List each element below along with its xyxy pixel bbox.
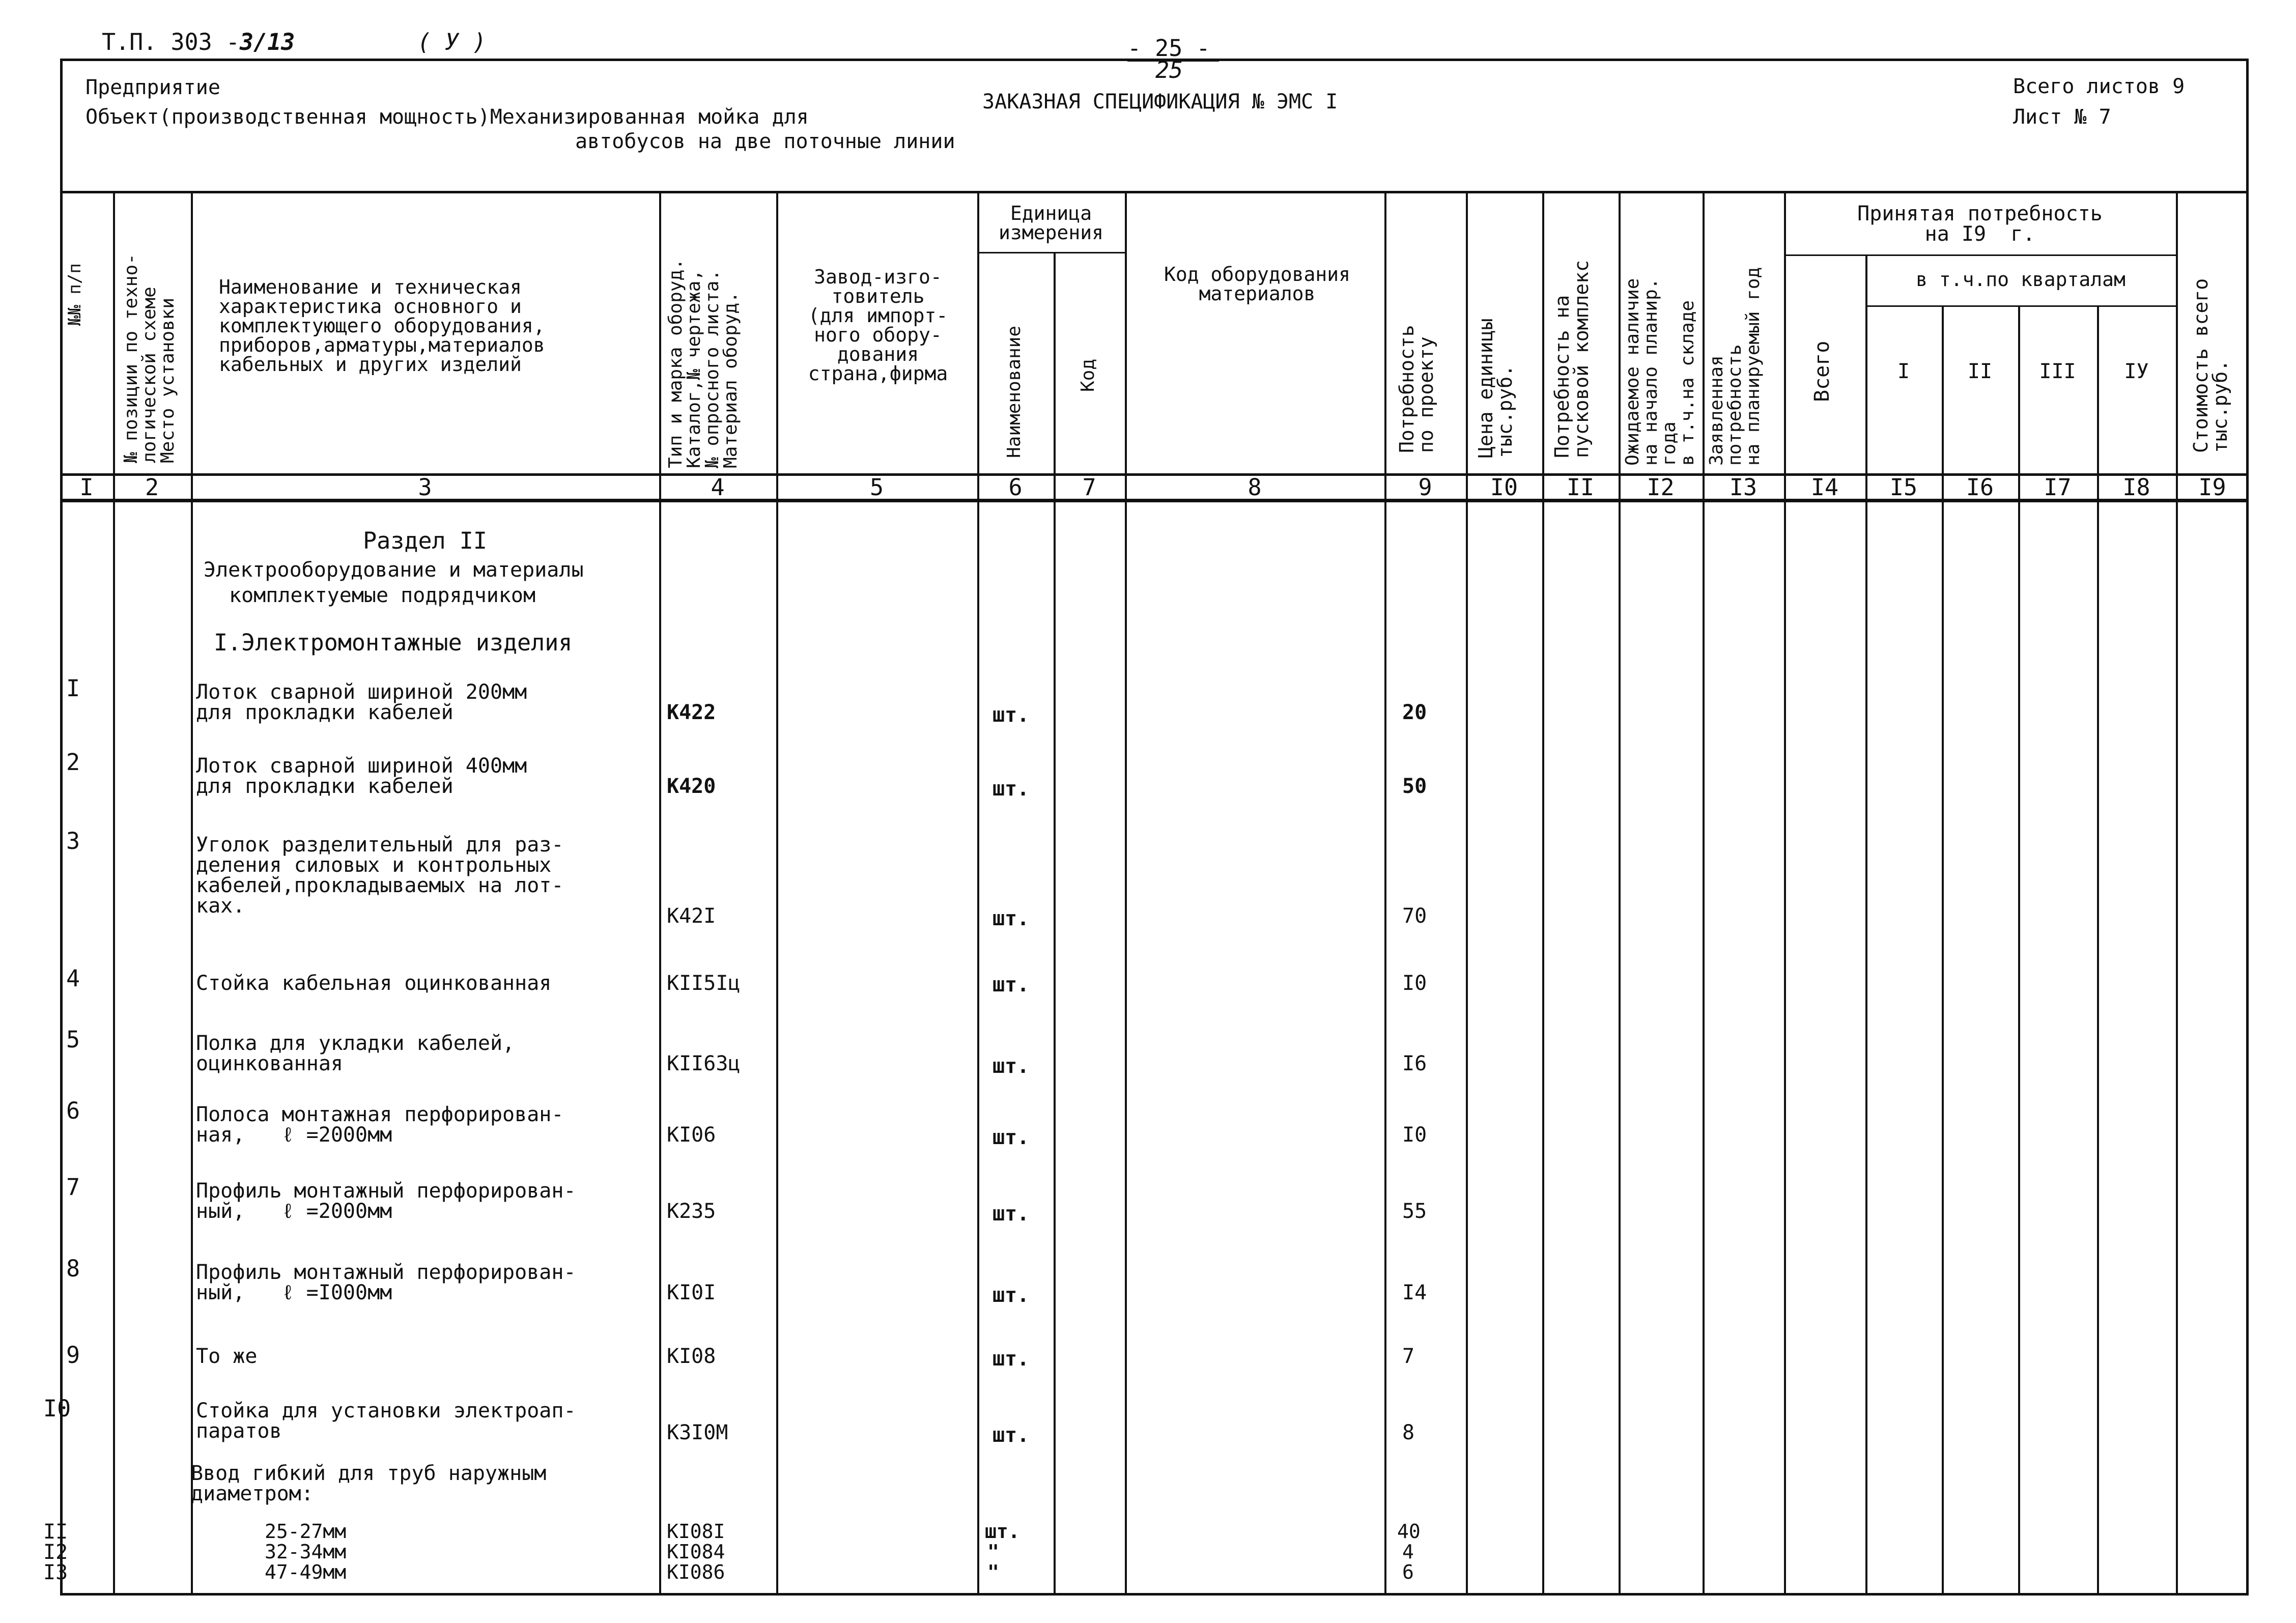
col-line-2 — [191, 191, 193, 1596]
row-item-qty: 40 — [1397, 1520, 1421, 1543]
row-item-name: Лоток сварной шириной 200мм для прокладки кабелей — [196, 680, 527, 724]
row-number: 4 — [66, 965, 80, 992]
col-line-7 — [1125, 191, 1127, 1596]
col-number: I5 — [1889, 474, 1918, 501]
col-line-1 — [113, 191, 115, 1596]
row-item-unit: шт. — [993, 907, 1030, 930]
col-header-10: Цена единицы тыс.руб. — [1475, 318, 1516, 458]
col-line-8 — [1384, 191, 1386, 1596]
page-number: - 25 - — [1127, 35, 1210, 62]
row-item-type: К422 — [667, 701, 716, 724]
header-top-rule — [60, 191, 2249, 193]
row-item-unit: шт. — [993, 973, 1030, 996]
row-item-qty: 50 — [1402, 775, 1427, 798]
col-line-5 — [977, 191, 979, 1596]
row-item-name: Профиль монтажный перфорирован- ный, ℓ =I000мм — [196, 1261, 576, 1304]
section-subtitle: Электрооборудование и материалы — [204, 558, 584, 582]
row-item-name: Полоса монтажная перфорирован- ная, ℓ =2000мм — [196, 1103, 564, 1147]
row-item-qty: 8 — [1402, 1421, 1415, 1444]
col-header-11: Потребность на пусковой комплекс — [1551, 260, 1593, 458]
accepted-group-rule — [1784, 254, 2176, 256]
object-label: Объект(производственная мощность)Механизированная мойка для — [86, 105, 809, 129]
row-number: II — [43, 1520, 68, 1544]
doc-code-printed: Т.П. 303 - — [102, 29, 240, 55]
doc-code-handwritten: 3/13 — [239, 29, 295, 55]
row-item-type: КI06 — [667, 1123, 716, 1147]
row-item-unit: шт. — [993, 1347, 1030, 1371]
col-header-3: Наименование и техническая характеристика основного и комплектующего оборудования, приборов,арматуры,материалов кабельных и других изделий — [219, 276, 545, 376]
col-number: I4 — [1810, 474, 1839, 501]
section-title: Раздел II — [363, 527, 487, 554]
row-item-type: К3I0М — [667, 1421, 728, 1444]
col-number: 3 — [418, 474, 432, 501]
row-item-qty: 70 — [1402, 904, 1427, 928]
col-line-15 — [1942, 305, 1944, 1596]
doc-code — [102, 31, 295, 53]
row-item-qty: 6 — [1402, 1561, 1414, 1583]
col-line-16 — [2018, 305, 2020, 1596]
row-item-name: Полка для укладки кабелей, оцинкованная — [196, 1032, 515, 1075]
section-subtitle-2: комплектуемые подрядчиком — [229, 584, 536, 607]
col-header-quarters-group: в т.ч.по кварталам — [1916, 268, 2125, 291]
enterprise-label: Предприятие — [86, 76, 220, 99]
row-item-type: К42I — [667, 904, 716, 928]
row-item-size: 47-49мм — [265, 1561, 347, 1583]
row-item-type: КI08 — [667, 1345, 716, 1368]
row-item-unit: шт. — [993, 1202, 1030, 1226]
col-header-2: № позиции по техно- логической схеме Место установки — [121, 253, 178, 463]
col-line-3 — [659, 191, 661, 1596]
row-item-type: КI0I — [667, 1281, 716, 1304]
col-line-14 — [1865, 254, 1867, 1596]
col-line-4 — [776, 191, 778, 1596]
sheet-number: Лист № 7 — [2013, 105, 2111, 129]
row-item-unit: шт. — [993, 703, 1030, 727]
row-item-name: Лоток сварной шириной 400мм для прокладки кабелей — [196, 754, 527, 798]
col-header-5: Завод-изго- товитель (для импорт- ного обору- дования страна,фирма — [808, 266, 948, 385]
col-number: I0 — [1490, 474, 1518, 501]
col-number: I6 — [1966, 474, 1994, 501]
col-line-9 — [1466, 191, 1468, 1596]
col-header-q4: IУ — [2124, 360, 2149, 383]
col-line-17 — [2097, 305, 2099, 1596]
row-item-qty: I4 — [1402, 1281, 1427, 1304]
row-item-qty: 20 — [1402, 701, 1427, 724]
row-item-qty: 7 — [1402, 1345, 1415, 1368]
row-number: 8 — [66, 1255, 80, 1282]
row-item-type: КII63ц — [667, 1052, 741, 1075]
col-header-unit-group: Единица измерения — [999, 202, 1103, 244]
row-number: 9 — [66, 1342, 80, 1369]
col-number: II — [1566, 474, 1595, 501]
row-item-name: То же — [196, 1345, 258, 1368]
col-header-q1: I — [1897, 360, 1910, 383]
row-item-unit: " — [987, 1541, 999, 1563]
row-number: I2 — [43, 1541, 68, 1564]
col-line-13 — [1784, 191, 1786, 1596]
col-header-accepted-group: Принятая потребность на I9 г. — [1857, 202, 2103, 246]
row-item-unit: шт. — [985, 1520, 1020, 1543]
col-header-6: Наименование — [1004, 325, 1025, 458]
numbers-bottom-rule — [60, 499, 2249, 502]
col-number: 7 — [1082, 474, 1096, 501]
row-item-type: К235 — [667, 1200, 716, 1223]
col-header-9: Потребность по проекту — [1396, 325, 1437, 453]
col-number: I9 — [2198, 474, 2226, 501]
spec-title: ЗАКАЗНАЯ СПЕЦИФИКАЦИЯ № ЭМС I — [982, 90, 1338, 113]
unit-group-rule — [977, 252, 1125, 253]
col-line-6 — [1054, 252, 1056, 1596]
col-number: 6 — [1008, 474, 1023, 501]
row-number: 5 — [66, 1026, 80, 1053]
col-header-q3: III — [2039, 360, 2076, 383]
col-number: 9 — [1418, 474, 1432, 501]
group-title: I.Электромонтажные изделия — [214, 629, 573, 656]
row-item-unit: шт. — [993, 1126, 1030, 1149]
col-header-8: Код оборудования материалов — [1164, 263, 1351, 305]
col-header-4: Тип и марка оборуд. Каталог,№ чертежа, № опросного листа. Материал оборуд. — [665, 259, 741, 468]
col-header-7: Код — [1078, 358, 1098, 392]
row-number: I — [66, 675, 80, 702]
col-number: I — [79, 474, 94, 501]
row-item-qty: I0 — [1402, 972, 1427, 995]
row-item-name: Стойка для установки электроап- паратов — [196, 1399, 576, 1443]
row-item-size: 32-34мм — [265, 1541, 347, 1563]
col-header-14: Всего — [1810, 340, 1834, 402]
row-item-unit: " — [987, 1561, 999, 1583]
row-item-unit: шт. — [993, 777, 1030, 801]
col-line-12 — [1703, 191, 1705, 1596]
doc-mark: ( У ) — [417, 29, 487, 55]
row-item-type: КI086 — [667, 1561, 725, 1583]
object-label-line2: автобусов на две поточные линии — [575, 130, 955, 153]
row-item-type: К420 — [667, 775, 716, 798]
col-number: I8 — [2122, 474, 2150, 501]
row-number: 6 — [66, 1097, 80, 1124]
col-number: I7 — [2044, 474, 2072, 501]
col-number: 2 — [145, 474, 159, 501]
col-line-18 — [2176, 191, 2178, 1596]
quarters-group-rule — [1865, 305, 2176, 307]
row-item-name: Профиль монтажный перфорирован- ный, ℓ =2000мм — [196, 1179, 576, 1223]
row-item-unit: шт. — [993, 1284, 1030, 1307]
row-item-name: Стойка кабельная оцинкованная — [196, 972, 552, 995]
col-number: I2 — [1647, 474, 1675, 501]
col-line-11 — [1619, 191, 1621, 1596]
col-header-12: Ожидаемое наличие на начало планир. года в т.ч.на складе — [1622, 278, 1698, 466]
row-item-unit: шт. — [993, 1055, 1030, 1078]
row-item-qty: I6 — [1402, 1052, 1427, 1075]
row-item-type: КI084 — [667, 1541, 725, 1563]
col-header-19: Стоимость всего тыс.руб. — [2190, 278, 2231, 453]
col-number: 8 — [1248, 474, 1262, 501]
row-number: I0 — [43, 1395, 71, 1422]
row-item-qty: I0 — [1402, 1123, 1427, 1147]
row-item-qty: 4 — [1402, 1541, 1414, 1563]
flex-inlet-title: Ввод гибкий для труб наружным диаметром: — [191, 1462, 547, 1505]
row-item-size: 25-27мм — [265, 1520, 347, 1543]
col-header-1: №№ п/п — [65, 263, 85, 326]
row-item-type: КII5Iц — [667, 972, 741, 995]
page-number-handwritten: 25 — [1155, 56, 1183, 83]
col-number: I3 — [1729, 474, 1758, 501]
row-item-qty: 55 — [1402, 1200, 1427, 1223]
col-line-10 — [1542, 191, 1544, 1596]
col-number: 5 — [869, 474, 884, 501]
col-header-13: Заявленная потребность на планируемый год — [1706, 267, 1764, 466]
col-number: 4 — [711, 474, 725, 501]
row-number: 2 — [66, 749, 80, 776]
row-number: 3 — [66, 828, 80, 855]
row-number: I3 — [43, 1561, 68, 1584]
row-item-unit: шт. — [993, 1423, 1030, 1447]
sheets-total: Всего листов 9 — [2013, 75, 2185, 98]
row-number: 7 — [66, 1174, 80, 1201]
col-header-q2: II — [1967, 360, 1993, 383]
row-item-name: Уголок разделительный для раз- деления силовых и контрольных кабелей,прокладываемых на лот- ках. — [196, 833, 564, 918]
row-item-type: КI08I — [667, 1520, 725, 1543]
